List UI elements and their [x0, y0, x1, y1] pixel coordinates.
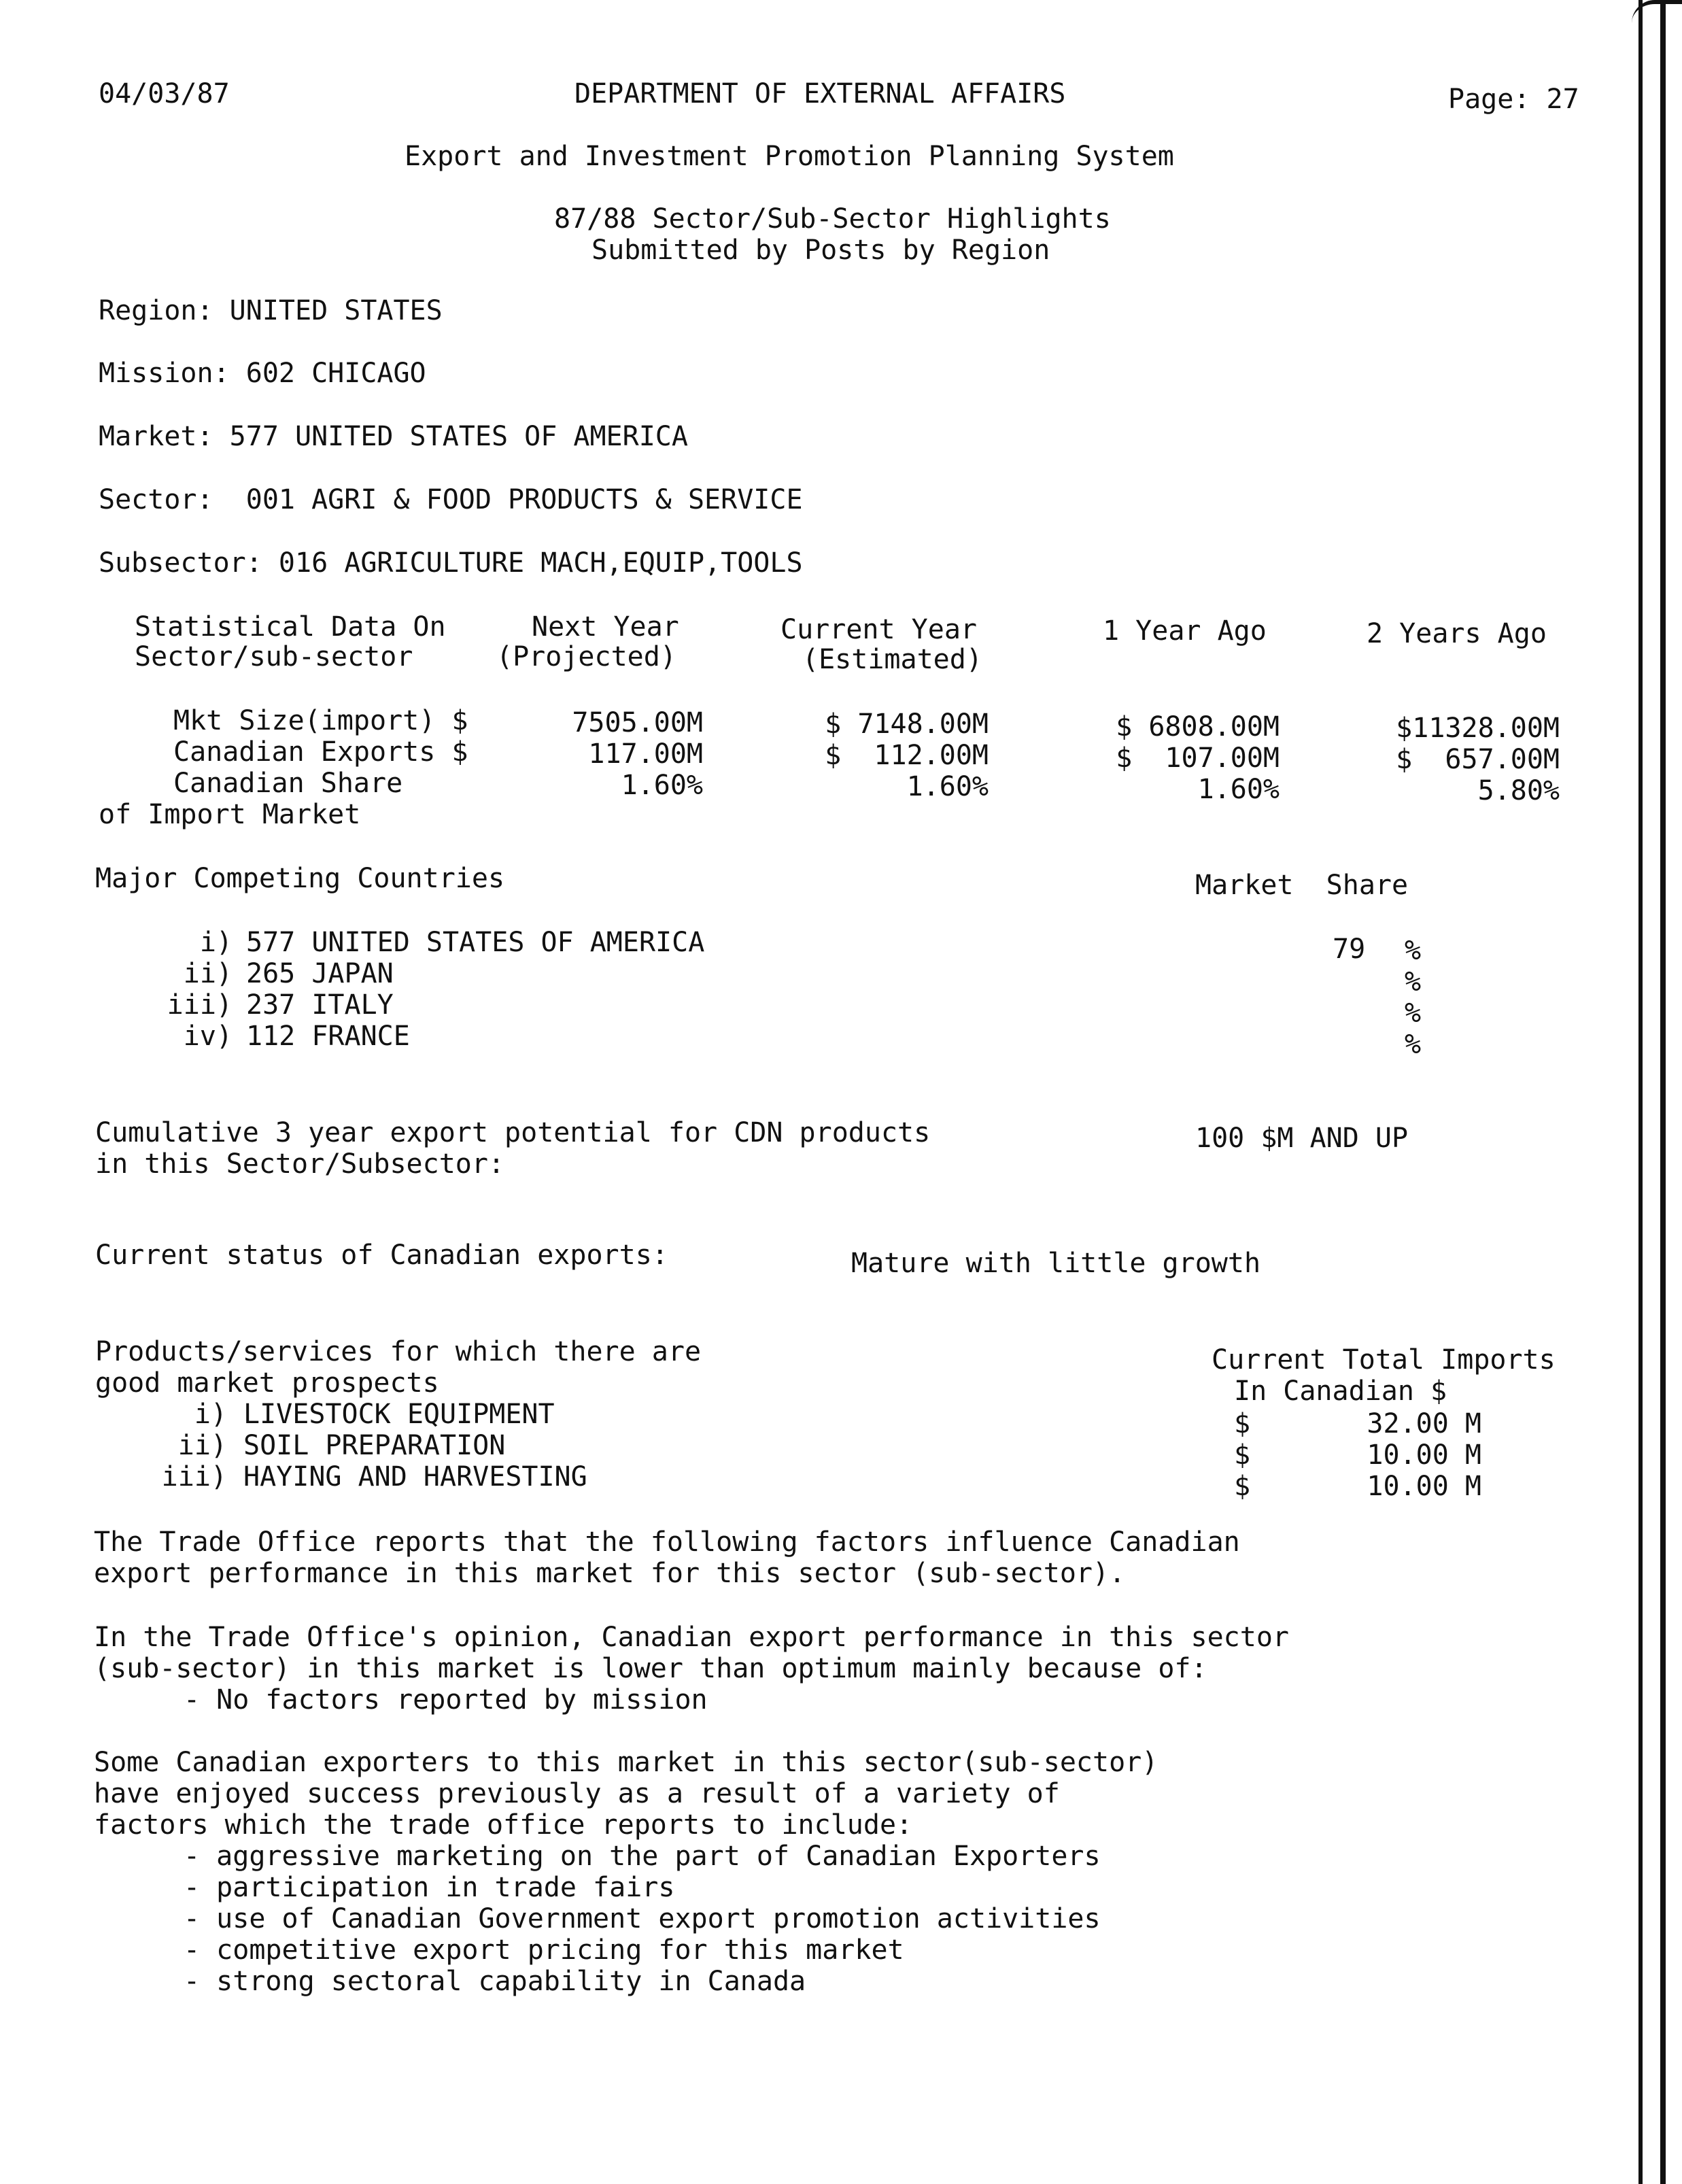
product-num: i) — [194, 1399, 227, 1430]
potential-line1: Cumulative 3 year export potential for CDN products — [95, 1117, 931, 1148]
mission-field: Mission: 602 CHICAGO — [99, 358, 426, 389]
competitor-name: 577 UNITED STATES OF AMERICA — [246, 927, 705, 958]
product-amount: 10.00 M — [1367, 1439, 1481, 1471]
product-currency: $ — [1234, 1471, 1251, 1502]
success-factor-item: - competitive export pricing for this market — [184, 1934, 904, 1966]
competitor-share: 79 — [1333, 934, 1366, 965]
competitor-name: 265 JAPAN — [246, 958, 394, 989]
competitor-pct: % — [1405, 935, 1422, 966]
department-name: DEPARTMENT OF EXTERNAL AFFAIRS — [574, 78, 1066, 109]
product-num: iii) — [161, 1461, 227, 1492]
product-name: HAYING AND HARVESTING — [243, 1461, 587, 1492]
stats-header-current-year-sub: (Estimated) — [802, 644, 982, 675]
market-field: Market: 577 UNITED STATES OF AMERICA — [99, 421, 688, 452]
stats-row-label: Canadian Share — [173, 768, 403, 799]
stats-row-label: Mkt Size(import) $ — [173, 705, 468, 736]
factors-p1-line1: The Trade Office reports that the following factors influence Canadian — [94, 1526, 1240, 1558]
stats-share-suffix: of Import Market — [99, 799, 361, 830]
report-title: 87/88 Sector/Sub-Sector Highlights — [554, 203, 1111, 235]
competitor-num: iv) — [183, 1021, 233, 1052]
competitor-num: iii) — [167, 989, 233, 1021]
success-factor-item: - strong sectoral capability in Canada — [184, 1966, 806, 1997]
factors-p1-line2: export performance in this market for this sector (sub-sector). — [94, 1558, 1126, 1589]
competitors-title: Major Competing Countries — [95, 863, 505, 894]
status-value: Mature with little growth — [851, 1248, 1261, 1279]
imports-header-line2: In Canadian $ — [1234, 1376, 1447, 1407]
product-amount: 10.00 M — [1367, 1471, 1481, 1502]
market-share-header: Market Share — [1195, 870, 1409, 901]
region-field: Region: UNITED STATES — [99, 295, 443, 326]
page-number: Page: 27 — [1448, 84, 1579, 115]
stats-cell: $ 6808.00M — [1116, 711, 1280, 743]
product-num: ii) — [177, 1430, 227, 1461]
stats-label-line1: Statistical Data On — [135, 611, 446, 643]
competitor-num: i) — [199, 927, 233, 958]
status-label: Current status of Canadian exports: — [95, 1240, 668, 1271]
competitor-pct: % — [1405, 997, 1422, 1029]
product-name: LIVESTOCK EQUIPMENT — [243, 1399, 555, 1430]
subsector-field: Subsector: 016 AGRICULTURE MACH,EQUIP,TOOLS — [99, 547, 803, 579]
stats-cell: 5.80% — [1477, 775, 1560, 806]
factors-p2-line1: In the Trade Office's opinion, Canadian export performance in this sector — [94, 1622, 1289, 1653]
stats-row-label: Canadian Exports $ — [173, 736, 468, 768]
stats-cell: 7505.00M — [572, 707, 703, 738]
stats-cell: $ 7148.00M — [825, 709, 989, 740]
competitor-num: ii) — [183, 958, 233, 989]
right-margin-rule — [1638, 0, 1666, 2184]
stats-cell: 1.60% — [621, 770, 703, 801]
potential-line2: in this Sector/Subsector: — [95, 1148, 505, 1180]
sector-field: Sector: 001 AGRI & FOOD PRODUCTS & SERVICE — [99, 484, 803, 515]
stats-cell: 1.60% — [1197, 774, 1280, 805]
factors-p3-line2: have enjoyed success previously as a result of a variety of — [94, 1778, 1060, 1809]
system-name: Export and Investment Promotion Planning System — [405, 141, 1174, 172]
report-subtitle: Submitted by Posts by Region — [591, 235, 1050, 266]
stats-header-current-year: Current Year — [780, 614, 977, 645]
success-factor-item: - participation in trade fairs — [184, 1872, 675, 1903]
potential-value: 100 $M AND UP — [1195, 1123, 1409, 1154]
factors-p3-line1: Some Canadian exporters to this market in this sector(sub-sector) — [94, 1747, 1158, 1778]
factors-p2-item: - No factors reported by mission — [184, 1684, 708, 1716]
stats-cell: $ 657.00M — [1396, 744, 1560, 775]
factors-p2-line2: (sub-sector) in this market is lower than optimum mainly because of: — [94, 1653, 1207, 1684]
stats-header-next-year: Next Year — [532, 611, 679, 643]
stats-cell: 117.00M — [588, 738, 703, 770]
stats-cell: $ 107.00M — [1116, 743, 1280, 774]
report-date: 04/03/87 — [99, 78, 230, 109]
stats-header-1-year-ago: 1 Year Ago — [1103, 615, 1267, 647]
factors-p3-line3: factors which the trade office reports to include: — [94, 1809, 913, 1841]
stats-cell: $11328.00M — [1396, 713, 1560, 744]
competitor-name: 237 ITALY — [246, 989, 394, 1021]
products-line1: Products/services for which there are — [95, 1336, 702, 1367]
products-line2: good market prospects — [95, 1367, 439, 1399]
product-name: SOIL PREPARATION — [243, 1430, 506, 1461]
competitor-name: 112 FRANCE — [246, 1021, 410, 1052]
stats-cell: $ 112.00M — [825, 740, 989, 771]
success-factor-item: - use of Canadian Government export promotion activities — [184, 1903, 1101, 1934]
stats-header-2-years-ago: 2 Years Ago — [1367, 618, 1547, 649]
stats-header-next-year-sub: (Projected) — [496, 641, 676, 672]
success-factor-item: - aggressive marketing on the part of Canadian Exporters — [184, 1841, 1101, 1872]
product-currency: $ — [1234, 1408, 1251, 1439]
stats-label-line2: Sector/sub-sector — [135, 641, 413, 672]
stats-cell: 1.60% — [906, 771, 989, 802]
imports-header-line1: Current Total Imports — [1212, 1344, 1556, 1376]
competitor-pct: % — [1405, 1029, 1422, 1060]
competitor-pct: % — [1405, 966, 1422, 997]
product-currency: $ — [1234, 1439, 1251, 1471]
product-amount: 32.00 M — [1367, 1408, 1481, 1439]
